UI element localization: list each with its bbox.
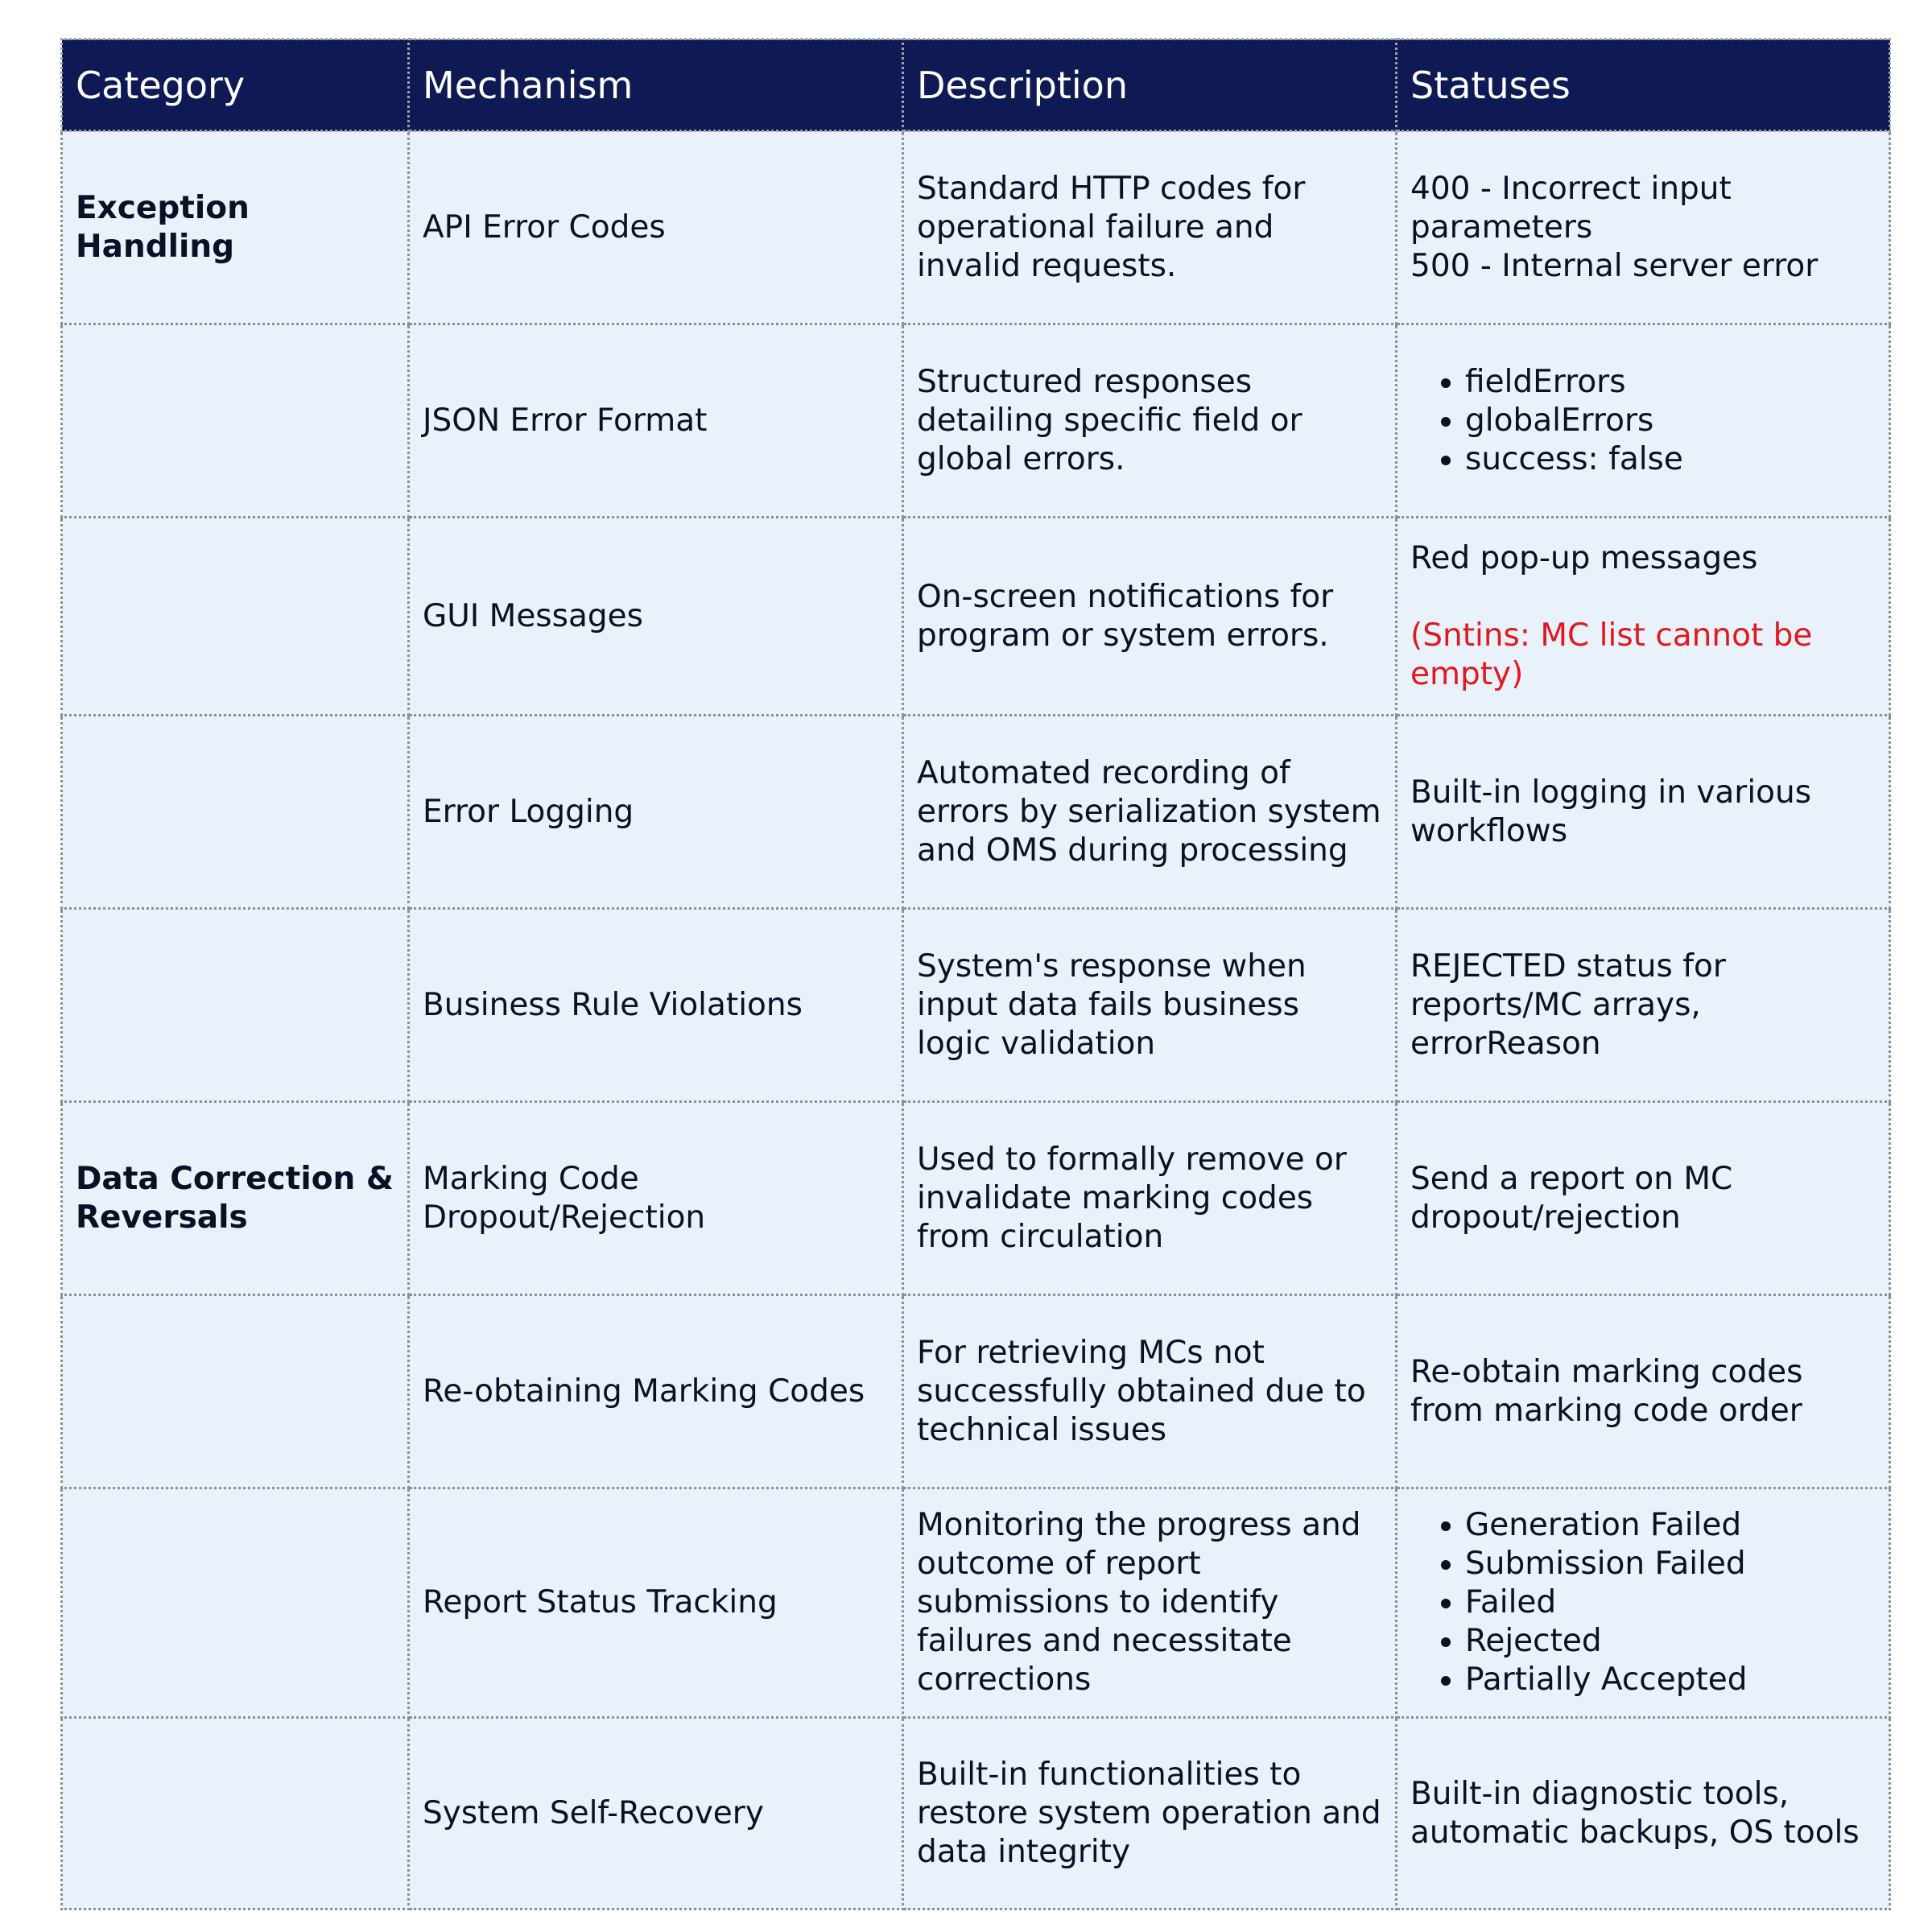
description-cell: On-screen notifications for program or system errors. (903, 518, 1397, 716)
statuses-cell: REJECTED status for reports/MC arrays, errorReason (1397, 909, 1890, 1102)
mechanism-cell: Marking Code Dropout/Rejection (409, 1102, 903, 1295)
category-cell (62, 1718, 409, 1909)
description-cell: For retrieving MCs not successfully obtained due to technical issues (903, 1295, 1397, 1488)
table-row (62, 1718, 1890, 1909)
spacer (1410, 578, 1876, 617)
status-text: Red pop-up messages (1410, 539, 1758, 576)
status-list-item: • Generation Failed (1465, 1506, 1876, 1545)
category-cell (62, 324, 409, 518)
mechanism-cell: Business Rule Violations (409, 909, 903, 1102)
statuses-cell: Re-obtain marking codes from marking code order (1397, 1295, 1890, 1488)
description-cell: Monitoring the progress and outcome of report submissions to identify failures and necessitate corrections (903, 1488, 1397, 1718)
table-row (62, 131, 1890, 324)
status-list-item: • Rejected (1465, 1622, 1876, 1661)
category-cell (62, 909, 409, 1102)
category-cell (62, 518, 409, 716)
table-row (62, 1102, 1890, 1295)
statuses-cell (1397, 518, 1890, 716)
header-description: Description (903, 39, 1397, 131)
statuses-cell (1397, 131, 1890, 324)
status-list-item: • fieldErrors (1465, 363, 1876, 402)
statuses-cell (1397, 1488, 1890, 1718)
category-cell (62, 1295, 409, 1488)
table-row (62, 324, 1890, 518)
header-category: Category (62, 39, 409, 131)
status-list-item: • Partially Accepted (1465, 1661, 1876, 1699)
category-cell (62, 716, 409, 909)
header-statuses: Statuses (1397, 39, 1890, 131)
status-list (1410, 1506, 1876, 1699)
table-row (62, 909, 1890, 1102)
error-handling-table (60, 38, 1891, 1910)
status-list-item: • globalErrors (1465, 402, 1876, 440)
description-cell: Automated recording of errors by serialization system and OMS during processing (903, 716, 1397, 909)
status-list-item: • success: false (1465, 440, 1876, 479)
mechanism-cell: API Error Codes (409, 131, 903, 324)
statuses-cell: Send a report on MC dropout/rejection (1397, 1102, 1890, 1295)
mechanism-cell: Report Status Tracking (409, 1488, 903, 1718)
mechanism-cell: System Self-Recovery (409, 1718, 903, 1909)
description-cell: Structured responses detailing specific field or global errors. (903, 324, 1397, 518)
description-cell: System's response when input data fails business logic validation (903, 909, 1397, 1102)
status-list (1410, 363, 1876, 479)
mechanism-cell: JSON Error Format (409, 324, 903, 518)
table-row (62, 1488, 1890, 1718)
statuses-cell (1397, 324, 1890, 518)
mechanism-cell: Re-obtaining Marking Codes (409, 1295, 903, 1488)
status-line: 500 - Internal server error (1410, 247, 1818, 284)
table-row (62, 1295, 1890, 1488)
description-cell: Built-in functionalities to restore system operation and data integrity (903, 1718, 1397, 1909)
category-cell (62, 1488, 409, 1718)
category-cell: Exception Handling (62, 131, 409, 324)
table-row (62, 518, 1890, 716)
status-list-item: • Failed (1465, 1583, 1876, 1622)
statuses-cell: Built-in diagnostic tools, automatic backups, OS tools (1397, 1718, 1890, 1909)
table-row (62, 716, 1890, 909)
header-row (62, 39, 1890, 131)
status-line: 400 - Incorrect input parameters (1410, 170, 1732, 246)
status-note: (Sntins: MC list cannot be empty) (1410, 617, 1813, 692)
category-cell: Data Correction & Reversals (62, 1102, 409, 1295)
mechanism-cell: Error Logging (409, 716, 903, 909)
statuses-cell: Built-in logging in various workflows (1397, 716, 1890, 909)
header-mechanism: Mechanism (409, 39, 903, 131)
description-cell: Standard HTTP codes for operational failure and invalid requests. (903, 131, 1397, 324)
description-cell: Used to formally remove or invalidate marking codes from circulation (903, 1102, 1397, 1295)
mechanism-cell: GUI Messages (409, 518, 903, 716)
status-list-item: • Submission Failed (1465, 1545, 1876, 1583)
